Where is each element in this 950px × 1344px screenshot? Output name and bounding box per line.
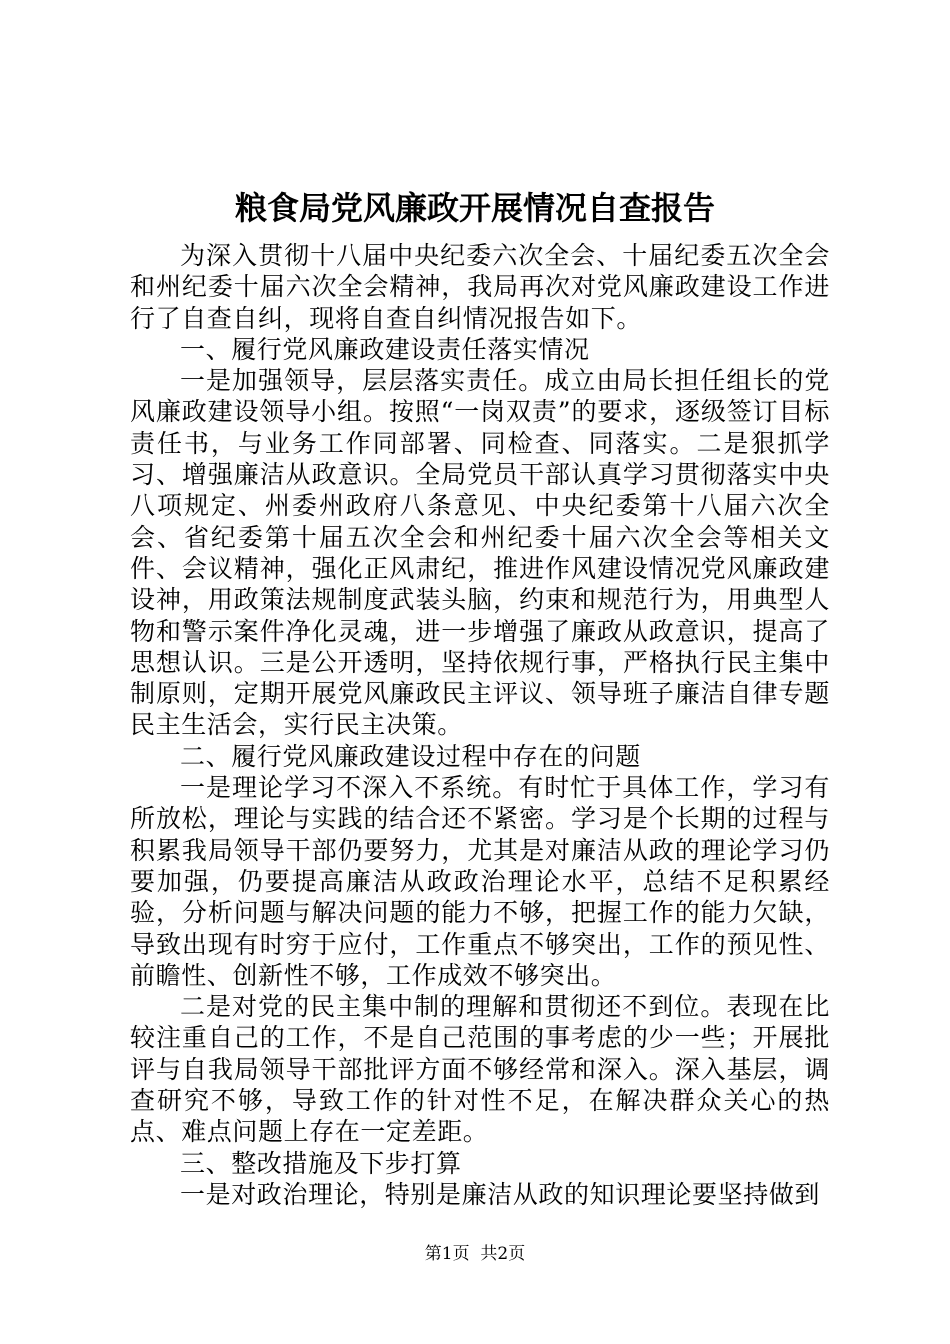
section-heading-1: 一、履行党风廉政建设责任落实情况 xyxy=(180,334,590,364)
paragraph-measures: 一是对政治理论，特别是廉洁从政的知识理论要坚持做到 xyxy=(180,1179,821,1209)
paragraph-intro: 为深入贯彻十八届中央纪委六次全会、十届纪委五次全会和州纪委十届六次全会精神，我局再次对党风廉政建设工作进行了自查自纠，现将自查自纠情况报告如下。 xyxy=(130,241,830,333)
page-footer xyxy=(0,1243,950,1265)
section-heading-3: 三、整改措施及下步打算 xyxy=(180,1148,462,1178)
paragraph-responsibility: 一是加强领导，层层落实责任。成立由局长担任组长的党风廉政建设领导小组。按照“一岗双责”的要求，逐级签订目标责任书，与业务工作同部署、同检查、同落实。二是狠抓学习、增强廉洁从政意识。全局党员干部认真学习贯彻落实中央八项规定、州委州政府八条意见、中央纪委第十八届六次全会、省纪委第十届五次全会和州纪委十届六次全会等相关文件、会议精神，强化正风肃纪，推进作风建设情况党风廉政建设神，用政策法规制度武装头脑，约束和规范行为，用典型人物和警示案件净化灵魂，进一步增强了廉政从政意识，提高了思想认识。三是公开透明，坚持依规行事，严格执行民主集中制原则，定期开展党风廉政民主评议、领导班子廉洁自律专题民主生活会，实行民主决策。 xyxy=(130,366,830,740)
document-body xyxy=(130,240,830,1210)
paragraph-problem-2: 二是对党的民主集中制的理解和贯彻还不到位。表现在比较注重自己的工作，不是自己范围的事考虑的少一些；开展批评与自我局领导干部批评方面不够经常和深入。深入基层，调查研究不够，导致工作的针对性不足，在解决群众关心的热点、难点问题上存在一定差距。 xyxy=(130,992,830,1147)
paragraph-problem-1: 一是理论学习不深入不系统。有时忙于具体工作，学习有所放松，理论与实践的结合还不紧密。学习是个长期的过程与积累我局领导干部仍要努力，尤其是对廉洁从政的理论学习仍要加强，仍要提高廉洁从政政治理论水平，总结不足积累经验，分析问题与解决问题的能力不够，把握工作的能力欠缺，导致出现有时穷于应付，工作重点不够突出，工作的预见性、前瞻性、创新性不够，工作成效不够突出。 xyxy=(130,773,830,990)
section-heading-2: 二、履行党风廉政建设过程中存在的问题 xyxy=(180,741,641,771)
document-title: 粮食局党风廉政开展情况自查报告 xyxy=(234,189,715,227)
page-number: 第1页 xyxy=(424,1244,470,1264)
page-total: 共2页 xyxy=(480,1244,526,1264)
footer-spacer xyxy=(470,1244,481,1264)
